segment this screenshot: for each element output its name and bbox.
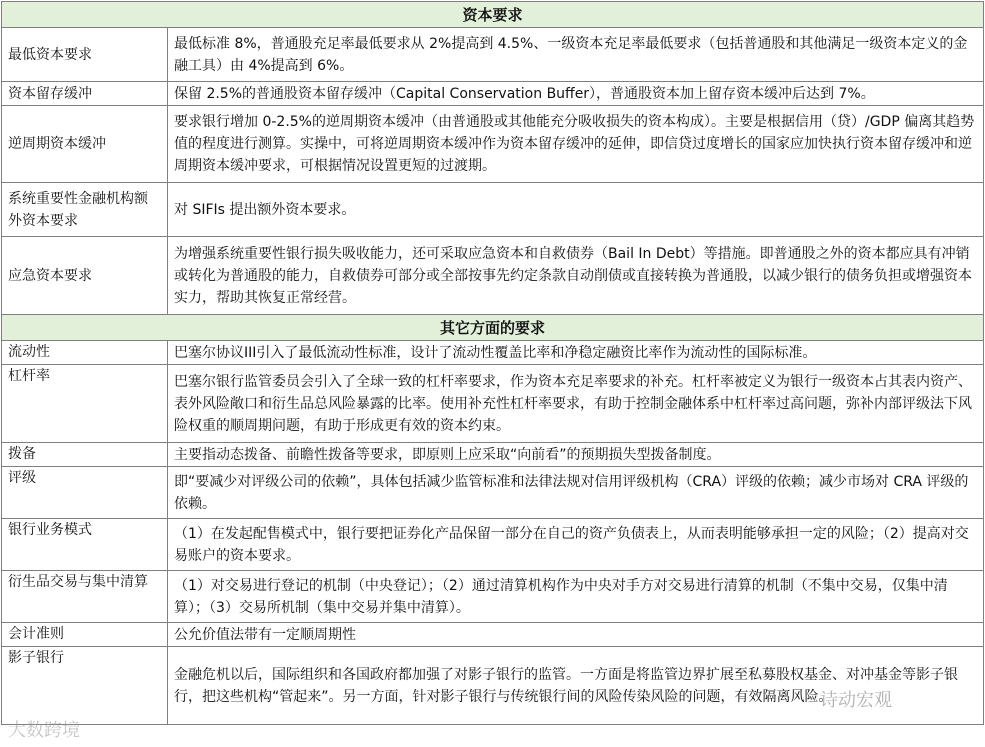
row-label: 杠杆率 bbox=[2, 365, 168, 443]
row-label: 评级 bbox=[2, 467, 168, 519]
requirements-table bbox=[1, 1, 984, 725]
row-label: 银行业务模式 bbox=[2, 519, 168, 571]
row-label: 逆周期资本缓冲 bbox=[2, 106, 168, 183]
section-header-other bbox=[2, 315, 984, 341]
row-label: 最低资本要求 bbox=[2, 28, 168, 82]
table-row bbox=[2, 571, 984, 623]
row-label: 系统重要性金融机构额外资本要求 bbox=[2, 183, 168, 237]
row-text: （1）在发起配售模式中，银行要把证券化产品保留一部分在自己的资产负债表上，从而表明能够承担一定的风险；（2）提高对交易账户的资本要求。 bbox=[168, 519, 984, 571]
row-label: 影子银行 bbox=[2, 647, 168, 725]
row-text: 即“要减少对评级公司的依赖”，具体包括减少监管标准和法律法规对信用评级机构（CRA）评级的依赖；减少市场对 CRA 评级的依赖。 bbox=[168, 467, 984, 519]
row-text: 主要指动态拨备、前瞻性拨备等要求，即原则上应采取“向前看”的预期损失型拨备制度。 bbox=[168, 443, 984, 467]
row-text: （1）对交易进行登记的机制（中央登记）；（2）通过清算机构作为中央对手方对交易进行清算的机制（不集中交易，仅集中清算）；（3）交易所机制（集中交易并集中清算）。 bbox=[168, 571, 984, 623]
table-row bbox=[2, 623, 984, 647]
section-title: 其它方面的要求 bbox=[2, 315, 984, 341]
row-text: 要求银行增加 0-2.5%的逆周期资本缓冲（由普通股或其他能充分吸收损失的资本构成）。主要是根据信用（贷）/GDP 偏离其趋势值的程度进行测算。实操中，可将逆周期资本缓冲作为资本留存缓冲的延伸，即信贷过度增长的国家应加快执行资本留存缓冲和逆周期资本缓冲要求，可根据情况设置更短的过渡期。 bbox=[168, 106, 984, 183]
watermark-left: 大数跨境 bbox=[8, 720, 80, 741]
row-label: 资本留存缓冲 bbox=[2, 82, 168, 106]
table-row bbox=[2, 106, 984, 183]
row-text: 为增强系统重要性银行损失吸收能力，还可采取应急资本和自救债券（Bail In Debt）等措施。即普通股之外的资本都应具有冲销或转化为普通股的能力，自救债券可部分或全部按事先约定条款自动削债或直接转换为普通股，以减少银行的债务负担或增强资本实力，帮助其恢复正常经营。 bbox=[168, 237, 984, 315]
row-text: 对 SIFIs 提出额外资本要求。 bbox=[168, 183, 984, 237]
table-row bbox=[2, 443, 984, 467]
section-header-capital bbox=[2, 2, 984, 28]
row-text: 巴塞尔银行监管委员会引入了全球一致的杠杆率要求，作为资本充足率要求的补充。杠杆率被定义为银行一级资本占其表内资产、表外风险敞口和衍生品总风险暴露的比率。使用补充性杠杆率要求，有助于控制金融体系中杠杆率过高问题，弥补内部评级法下风险权重的顺周期问题，有助于形成更有效的资本约束。 bbox=[168, 365, 984, 443]
row-label: 衍生品交易与集中清算 bbox=[2, 571, 168, 623]
table-row bbox=[2, 183, 984, 237]
row-text: 最低标准 8%，普通股充足率最低要求从 2%提高到 4.5%、一级资本充足率最低要求（包括普通股和其他满足一级资本定义的金融工具）由 4%提高到 6%。 bbox=[168, 28, 984, 82]
table-row bbox=[2, 647, 984, 725]
table-row bbox=[2, 341, 984, 365]
row-label: 会计准则 bbox=[2, 623, 168, 647]
row-label: 拨备 bbox=[2, 443, 168, 467]
row-text: 金融危机以后，国际组织和各国政府都加强了对影子银行的监管。一方面是将监管边界扩展至私募股权基金、对冲基金等影子银行，把这些机构“管起来”。另一方面，针对影子银行与传统银行间的风险传染风险的问题，有效隔离风险。 bbox=[168, 647, 984, 725]
row-text: 巴塞尔协议III引入了最低流动性标准，设计了流动性覆盖比率和净稳定融资比率作为流动性的国际标准。 bbox=[168, 341, 984, 365]
table-row bbox=[2, 82, 984, 106]
table-row bbox=[2, 28, 984, 82]
row-text: 保留 2.5%的普通股资本留存缓冲（Capital Conservation Buffer），普通股资本加上留存资本缓冲后达到 7%。 bbox=[168, 82, 984, 106]
watermark-right: 诗动宏观 bbox=[820, 690, 892, 711]
table-row bbox=[2, 365, 984, 443]
table-row bbox=[2, 467, 984, 519]
row-label: 应急资本要求 bbox=[2, 237, 168, 315]
table-row bbox=[2, 519, 984, 571]
row-label: 流动性 bbox=[2, 341, 168, 365]
section-title: 资本要求 bbox=[2, 2, 984, 28]
table-row bbox=[2, 237, 984, 315]
row-text: 公允价值法带有一定顺周期性 bbox=[168, 623, 984, 647]
